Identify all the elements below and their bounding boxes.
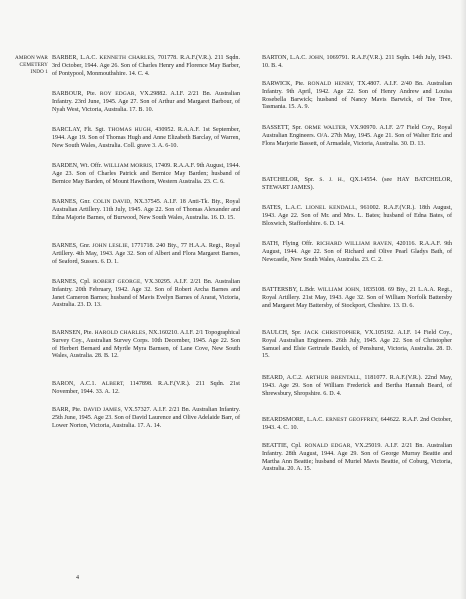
register-entry	[262, 287, 452, 310]
entry-given-names: JACK CHRISTOPHER,	[304, 330, 362, 336]
entry-details: 430952. R.A.A.F. 1st September, 1944. Age 19. Son of Thomas Hugh and Anne Elizabeth Barclay, of Warren, New South Wales, Australia. Coll. grave 3. A. 6-10.	[52, 127, 240, 149]
entry-details: VX.25019. A.I.F. 2/21 Bn. Australian Infantry. 28th August, 1944. Age 29. Son of George Murray Beattie and Martha Ann Beattie; husband of Muriel Mavis Beattie, of Coburg, Victoria, Australia. 20. A. 15.	[262, 443, 452, 473]
entry-name: BATTERSBY, L.Bdr.	[262, 287, 316, 293]
margin-note-line: AMBON WAR	[15, 55, 48, 61]
register-entry	[52, 199, 240, 222]
entry-name: BATCHELOR, Spr.	[262, 177, 315, 183]
margin-note-line: INDO 1	[30, 69, 48, 76]
entry-name: BATES, L.A.C.	[262, 205, 303, 211]
entry-name: BARNES, Cpl.	[52, 279, 91, 285]
register-entry	[262, 241, 452, 264]
entry-details: 701778. R.A.F.(V.R.). 211 Sqdn. 3rd October, 1944. Age 26. Son of Charles Henry and Florence May Barber, of Pontypool, Monmouthshire. 14. C. 4.	[52, 55, 240, 77]
entry-details: VX.29882. A.I.F. 2/21 Bn. Australian Infantry. 23rd June, 1945. Age 27. Son of Arthur and Margaret Barbour, of Nyah West, Victoria, Australia. 17. B. 10.	[52, 91, 241, 113]
register-entry	[262, 205, 452, 228]
entry-given-names: HAROLD CHARLES,	[94, 330, 147, 336]
entry-given-names: KENNETH CHARLES,	[99, 55, 156, 61]
entry-name: BASSETT, Spr.	[262, 125, 302, 131]
entry-details: VX.57327. A.I.F. 2/21 Bn. Australian Infantry. 25th June, 1945. Age 23. Son of David Laurence and Olive Adelaide Barr, of Lower Norton, Victoria, Australia. 17. A. 14.	[52, 407, 241, 429]
entry-details: NX.37545. A.I.F. 18 Anti-Tk. Bty., Royal Australian Artillery. 11th July, 1945. Age 22. Son of Thomas Alexander and Edna Majorie Barnes, of Burwood, New South Wales, Australia. 16. D. 15.	[52, 199, 240, 221]
entry-name: BARNES, Gnr.	[52, 243, 91, 249]
cemetery-margin-note	[6, 55, 48, 77]
page-number: 4	[76, 575, 79, 581]
entry-name: BARTON, L.A.C.	[262, 55, 307, 61]
entry-details: VX.90970. A.I.F. 2/7 Field Coy., Royal Australian Engineers. O/A. 27th May, 1945. Age 21. Son of Walter Eric and Flora Marjorie Bassett, of Armadale, Victoria, Australia. 30. D. 13.	[262, 125, 452, 147]
entry-details: 1069791. R.A.F.(V.R.). 211 Sqdn. 14th July, 1943. 10. B. 4.	[262, 55, 452, 69]
entry-given-names: RONALD HENRY,	[307, 81, 355, 87]
entry-details: TX.4807. A.I.F. 2/40 Bn. Australian Infantry. 9th April, 1942. Age 22. Son of Henry Andrew and Louisa Rosebella Barwick; husband of Nancy Mavis Barwick, of Tee Tree, Tasmania. 15. A. 9.	[262, 81, 452, 111]
entry-name: BARON, A.C.1.	[52, 381, 97, 387]
register-entry	[262, 81, 452, 112]
entry-given-names: ROBERT GEORGE,	[93, 279, 142, 285]
register-entry	[262, 177, 452, 193]
register-entry	[52, 279, 240, 310]
entry-name: BARR, Pte.	[52, 407, 82, 413]
entry-name: BEATTIE, Cpl.	[262, 443, 302, 449]
entry-details: 1771718. 240 Bty., 77 H.A.A. Regt., Royal Artillery. 4th May, 1943. Age 32. Son of Albert and Flora Margaret Barnes, of Seaford, Sussex. 6. D. 1.	[52, 243, 240, 265]
register-entry	[52, 127, 240, 150]
entry-given-names: ERNEST GEOFFREY,	[325, 417, 379, 423]
entry-name: BEARD, A.C.2.	[262, 375, 303, 381]
entry-name: BAULCH, Spr.	[262, 330, 302, 336]
register-entry	[52, 407, 240, 430]
margin-note-line: CEMETERY	[19, 62, 48, 69]
entry-name: BARNSEN, Pte.	[52, 330, 93, 336]
register-entry	[262, 443, 452, 474]
entry-given-names: RICHARD WILLIAM RAVEN,	[316, 241, 394, 247]
entry-details: 961002. R.A.F.(V.R.). 18th August, 1943. Age 22. Son of Mr. and Mrs. L. Bates; husband of Edna Bates, of Bloxwich, Staffordshire. 6. D. 14.	[262, 205, 452, 227]
entry-details: 1181077. R.A.F.(V.R.). 22nd May, 1943. Age 29. Son of William Frederick and Bertha Hannah Beard, of Shrewsbury, Shropshire. 6. D. 4.	[262, 375, 452, 397]
register-entry	[52, 243, 240, 266]
entry-name: BARDEN, Wt. Offr.	[52, 163, 103, 169]
entry-given-names: S. J. H.,	[319, 177, 345, 183]
register-entry	[262, 125, 452, 148]
entry-given-names: JOHN,	[308, 55, 325, 61]
register-entry	[52, 381, 240, 397]
entry-given-names: LIONEL KENDALL,	[305, 205, 358, 211]
register-entry	[52, 91, 240, 114]
entry-details: QX.14554. (see HAY BATCHELOR, STEWART JAMES).	[262, 177, 453, 191]
entry-name: BARBOUR, Pte.	[52, 91, 97, 97]
entry-details: 644622. R.A.F. 2nd October, 1943. 4. C. 10.	[262, 417, 453, 431]
entry-given-names: ORME WALTER,	[304, 125, 348, 131]
entry-given-names: WILLIAM JOHN,	[317, 287, 361, 293]
entry-name: BARNES, Gnr.	[52, 199, 91, 205]
entry-given-names: JOHN LESLIE,	[92, 243, 130, 249]
entry-name: BEARDSMORE, L.A.C.	[262, 417, 324, 423]
register-entry	[52, 163, 240, 186]
register-entry	[52, 55, 240, 78]
entry-details: NX.160210. A.I.F. 2/1 Topographical Survey Coy., Australian Survey Corps. 10th December, 1945. Age 22. Son of Herbert Bernard and Myrtle Myra Barnsen, of Lane Cove, New South Wales, Australia. 28. B. 12.	[52, 330, 240, 360]
entry-details: VX.105192. A.I.F. 14 Field Coy., Royal Australian Engineers. 26th July, 1945. Age 22. Son of Christopher Samuel and Elsie Gertrude Baulch, of Penshurst, Victoria, Australia. 28. D. 15.	[262, 330, 452, 360]
entry-given-names: ALBERT,	[101, 381, 125, 387]
entry-given-names: RONALD EDGAR,	[304, 443, 352, 449]
register-entry	[52, 330, 240, 361]
entry-details: 1147898. R.A.F.(V.R.). 211 Sqdn. 21st November, 1944. 33. A. 12.	[52, 381, 240, 395]
register-entry	[262, 330, 452, 361]
entry-name: BARWICK, Pte.	[262, 81, 305, 87]
entry-given-names: WILLIAM MORRIS,	[103, 163, 154, 169]
entry-details: VX.30295. A.I.F. 2/21 Bn. Australian Infantry. 20th February, 1942. Age 32. Son of Robert Archa Barnes and Janet Cameron Barnes; husband of Mavis Evelyn Barnes of Ararat, Victoria, Australia. 23. D. 13.	[52, 279, 240, 309]
entry-given-names: ROY EDGAR,	[99, 91, 137, 97]
entry-given-names: COLIN DAVID,	[93, 199, 132, 205]
register-entry	[262, 55, 452, 71]
entry-details: 420116. R.A.A.F. 9th August, 1944. Age 22. Son of Richard and Olive Pearl Gladys Bath, of Newcastle, New South Wales, Australia. 23. C. 2.	[262, 241, 453, 263]
entry-name: BARCLAY, Flt. Sgt.	[52, 127, 106, 133]
entry-details: 1835108. 69 Bty., 21 L.A.A. Regt., Royal Artillery. 21st May, 1943. Age 32. Son of William Norfolk Battersby and Margaret May Battersby, of Stockport, Cheshire. 13. D. 6.	[262, 287, 452, 309]
entry-given-names: ARTHUR BRENTALL,	[305, 375, 362, 381]
entry-given-names: THOMAS HUGH,	[107, 127, 153, 133]
entry-given-names: DAVID JAMES,	[83, 407, 123, 413]
register-entry	[262, 375, 452, 398]
entry-details: 17409. R.A.A.F. 9th August, 1944. Age 23. Son of Charles Patrick and Bernice May Barden; husband of Bernice May Barden, of Mount Hawthorn, Western Australia. 23. C. 6.	[52, 163, 241, 185]
register-entry	[262, 417, 452, 433]
entry-name: BARBER, L.A.C.	[52, 55, 98, 61]
page-edge-shadow	[460, 0, 466, 599]
entry-name: BATH, Flying Offr.	[262, 241, 314, 247]
